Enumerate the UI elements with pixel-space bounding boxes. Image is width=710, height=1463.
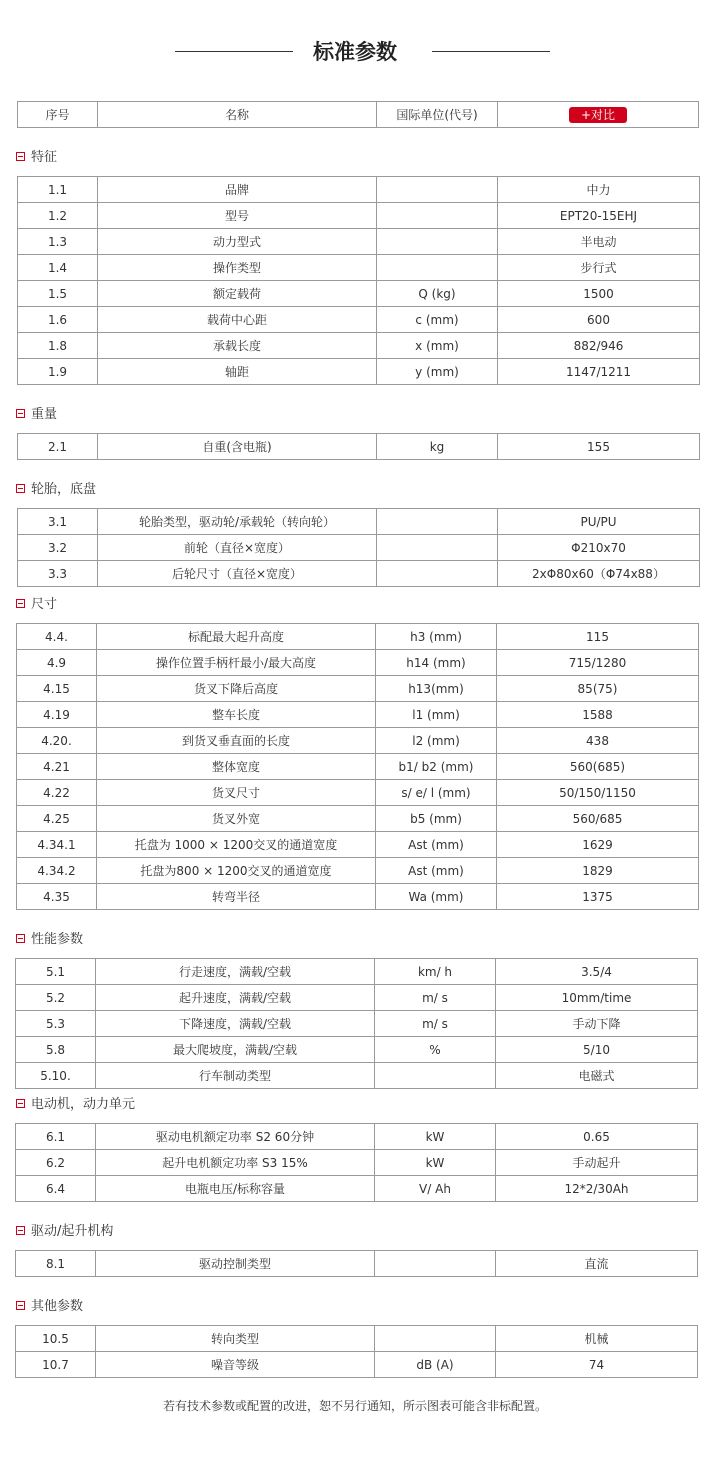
- row-value: EPT20-15EHJ: [498, 203, 700, 229]
- section-title: 重量: [31, 407, 58, 422]
- row-unit: [377, 561, 498, 587]
- row-value: 中力: [498, 177, 700, 203]
- row-value: 机械: [496, 1326, 698, 1352]
- table-row: [16, 1124, 698, 1150]
- row-name: 后轮尺寸（直径×宽度）: [98, 561, 377, 587]
- row-name: 起升速度，满载/空载: [96, 985, 375, 1011]
- table-row: [16, 1063, 698, 1089]
- section-title: 驱动/起升机构: [31, 1224, 114, 1239]
- section-heading[interactable]: [16, 149, 57, 167]
- table-row: [17, 858, 699, 884]
- row-unit: h14 (mm): [376, 650, 497, 676]
- row-unit: kW: [375, 1150, 496, 1176]
- row-name: 起升电机额定功率 S3 15%: [96, 1150, 375, 1176]
- section-title: 尺寸: [31, 597, 58, 612]
- table-row: [18, 255, 700, 281]
- row-value: 半电动: [498, 229, 700, 255]
- row-no: 1.6: [18, 307, 98, 333]
- row-name: 载荷中心距: [98, 307, 377, 333]
- row-name: 托盘为800 × 1200交叉的通道宽度: [97, 858, 376, 884]
- row-unit: [375, 1251, 496, 1277]
- row-value: 1829: [497, 858, 699, 884]
- row-no: 4.25: [17, 806, 97, 832]
- row-no: 4.19: [17, 702, 97, 728]
- row-name: 托盘为 1000 × 1200交叉的通道宽度: [97, 832, 376, 858]
- table-row: [16, 1251, 698, 1277]
- row-unit: h3 (mm): [376, 624, 497, 650]
- row-name: 噪音等级: [96, 1352, 375, 1378]
- table-row: [18, 359, 700, 385]
- table-row: [18, 203, 700, 229]
- section-heading[interactable]: [16, 596, 57, 614]
- row-name: 品牌: [98, 177, 377, 203]
- row-name: 下降速度，满载/空载: [96, 1011, 375, 1037]
- row-value: 步行式: [498, 255, 700, 281]
- row-unit: h13(mm): [376, 676, 497, 702]
- row-value: 2xΦ80x60（Φ74x88）: [498, 561, 700, 587]
- row-value: 1375: [497, 884, 699, 910]
- spec-table: [17, 176, 700, 385]
- row-unit: [377, 255, 498, 281]
- table-row: [17, 780, 699, 806]
- row-name: 自重(含电瓶): [98, 434, 377, 460]
- row-value: 1588: [497, 702, 699, 728]
- table-row: [18, 509, 700, 535]
- row-no: 1.1: [18, 177, 98, 203]
- row-unit: Wa (mm): [376, 884, 497, 910]
- table-row: [18, 229, 700, 255]
- table-row: [18, 177, 700, 203]
- row-name: 货叉下降后高度: [97, 676, 376, 702]
- row-name: 整体宽度: [97, 754, 376, 780]
- row-name: 驱动控制类型: [96, 1251, 375, 1277]
- row-no: 1.2: [18, 203, 98, 229]
- row-value: 10mm/time: [496, 985, 698, 1011]
- row-unit: [377, 509, 498, 535]
- header-no: 序号: [18, 102, 98, 128]
- table-row: [18, 561, 700, 587]
- table-row: [16, 1011, 698, 1037]
- table-row: [17, 650, 699, 676]
- row-value: 0.65: [496, 1124, 698, 1150]
- row-name: 转弯半径: [97, 884, 376, 910]
- row-name: 轮胎类型，驱动轮/承载轮（转向轮）: [98, 509, 377, 535]
- table-row: [17, 624, 699, 650]
- row-name: 行车制动类型: [96, 1063, 375, 1089]
- table-row: [17, 806, 699, 832]
- table-row: [16, 1326, 698, 1352]
- section-title: 轮胎，底盘: [31, 482, 97, 497]
- row-value: 155: [498, 434, 700, 460]
- row-unit: x (mm): [377, 333, 498, 359]
- row-value: 手动起升: [496, 1150, 698, 1176]
- row-name: 货叉尺寸: [97, 780, 376, 806]
- row-unit: %: [375, 1037, 496, 1063]
- row-unit: c (mm): [377, 307, 498, 333]
- collapse-icon[interactable]: [16, 1226, 25, 1235]
- row-no: 5.2: [16, 985, 96, 1011]
- table-row: [18, 281, 700, 307]
- row-name: 承载长度: [98, 333, 377, 359]
- section-heading[interactable]: [16, 931, 83, 949]
- row-unit: [377, 229, 498, 255]
- section-heading[interactable]: [16, 406, 57, 424]
- row-no: 6.1: [16, 1124, 96, 1150]
- row-unit: b1/ b2 (mm): [376, 754, 497, 780]
- row-value: 1147/1211: [498, 359, 700, 385]
- row-name: 整车长度: [97, 702, 376, 728]
- row-no: 4.22: [17, 780, 97, 806]
- collapse-icon[interactable]: [16, 152, 25, 161]
- table-row: [16, 959, 698, 985]
- table-row: [18, 333, 700, 359]
- spec-table: [16, 623, 699, 910]
- table-row: [17, 702, 699, 728]
- table-row: [16, 1150, 698, 1176]
- row-value: 12*2/30Ah: [496, 1176, 698, 1202]
- row-no: 4.15: [17, 676, 97, 702]
- row-no: 1.9: [18, 359, 98, 385]
- footnote: 若有技术参数或配置的改进，恕不另行通知，所示图表可能含非标配置。: [162, 1399, 547, 1413]
- row-no: 5.10.: [16, 1063, 96, 1089]
- collapse-icon[interactable]: [16, 409, 25, 418]
- row-no: 1.3: [18, 229, 98, 255]
- header-row: [18, 102, 699, 128]
- row-unit: [377, 535, 498, 561]
- row-no: 5.8: [16, 1037, 96, 1063]
- spec-table: [17, 508, 700, 587]
- row-no: 10.5: [16, 1326, 96, 1352]
- collapse-icon[interactable]: [16, 1099, 25, 1108]
- section-heading[interactable]: [16, 1223, 113, 1241]
- row-unit: m/ s: [375, 985, 496, 1011]
- row-value: 直流: [496, 1251, 698, 1277]
- header-compare-cell: [498, 102, 699, 128]
- row-unit: Ast (mm): [376, 832, 497, 858]
- row-value: 560/685: [497, 806, 699, 832]
- row-no: 4.34.2: [17, 858, 97, 884]
- row-unit: km/ h: [375, 959, 496, 985]
- page-title-block: [0, 38, 710, 68]
- table-row: [16, 1176, 698, 1202]
- row-name: 最大爬坡度，满载/空载: [96, 1037, 375, 1063]
- row-value: 1629: [497, 832, 699, 858]
- row-value: 74: [496, 1352, 698, 1378]
- row-unit: Q (kg): [377, 281, 498, 307]
- row-unit: s/ e/ l (mm): [376, 780, 497, 806]
- row-unit: [375, 1063, 496, 1089]
- section-title: 性能参数: [31, 932, 84, 947]
- row-no: 4.9: [17, 650, 97, 676]
- row-no: 3.1: [18, 509, 98, 535]
- table-row: [16, 1352, 698, 1378]
- header-table: [17, 101, 699, 128]
- row-unit: [377, 177, 498, 203]
- row-no: 4.4.: [17, 624, 97, 650]
- row-value: 600: [498, 307, 700, 333]
- row-value: PU/PU: [498, 509, 700, 535]
- row-name: 行走速度，满载/空载: [96, 959, 375, 985]
- row-value: 882/946: [498, 333, 700, 359]
- row-name: 操作类型: [98, 255, 377, 281]
- row-value: 1500: [498, 281, 700, 307]
- row-name: 操作位置手柄杆最小/最大高度: [97, 650, 376, 676]
- spec-table: [15, 958, 698, 1089]
- row-name: 电瓶电压/标称容量: [96, 1176, 375, 1202]
- table-row: [16, 985, 698, 1011]
- header-name: 名称: [98, 102, 377, 128]
- row-no: 10.7: [16, 1352, 96, 1378]
- section-title: 电动机，动力单元: [31, 1097, 136, 1112]
- collapse-icon[interactable]: [16, 599, 25, 608]
- row-unit: y (mm): [377, 359, 498, 385]
- row-name: 额定载荷: [98, 281, 377, 307]
- table-row: [18, 535, 700, 561]
- spec-table: [17, 433, 700, 460]
- row-value: 50/150/1150: [497, 780, 699, 806]
- row-unit: b5 (mm): [376, 806, 497, 832]
- row-unit: l2 (mm): [376, 728, 497, 754]
- row-value: 560(685): [497, 754, 699, 780]
- row-value: 手动下降: [496, 1011, 698, 1037]
- row-name: 动力型式: [98, 229, 377, 255]
- table-row: [16, 1037, 698, 1063]
- row-name: 驱动电机额定功率 S2 60分钟: [96, 1124, 375, 1150]
- table-row: [17, 676, 699, 702]
- row-no: 5.3: [16, 1011, 96, 1037]
- row-value: Φ210x70: [498, 535, 700, 561]
- row-name: 型号: [98, 203, 377, 229]
- row-no: 2.1: [18, 434, 98, 460]
- row-no: 4.34.1: [17, 832, 97, 858]
- header-unit: 国际单位(代号): [377, 102, 498, 128]
- section-title: 其他参数: [31, 1299, 84, 1314]
- row-no: 4.20.: [17, 728, 97, 754]
- table-row: [18, 307, 700, 333]
- spec-table: [15, 1250, 698, 1277]
- row-no: 5.1: [16, 959, 96, 985]
- row-no: 6.2: [16, 1150, 96, 1176]
- row-name: 到货叉垂直面的长度: [97, 728, 376, 754]
- row-no: 4.21: [17, 754, 97, 780]
- spec-table: [15, 1325, 698, 1378]
- spec-table: [15, 1123, 698, 1202]
- row-unit: [377, 203, 498, 229]
- row-value: 115: [497, 624, 699, 650]
- table-row: [17, 754, 699, 780]
- compare-button[interactable]: +对比: [569, 107, 627, 123]
- row-no: 4.35: [17, 884, 97, 910]
- row-no: 3.3: [18, 561, 98, 587]
- row-no: 3.2: [18, 535, 98, 561]
- row-value: 85(75): [497, 676, 699, 702]
- row-no: 8.1: [16, 1251, 96, 1277]
- collapse-icon[interactable]: [16, 1301, 25, 1310]
- row-no: 1.8: [18, 333, 98, 359]
- row-no: 1.5: [18, 281, 98, 307]
- row-name: 前轮（直径×宽度）: [98, 535, 377, 561]
- section-title: 特征: [31, 150, 58, 165]
- row-name: 货叉外宽: [97, 806, 376, 832]
- collapse-icon[interactable]: [16, 484, 25, 493]
- row-unit: kg: [377, 434, 498, 460]
- table-row: [17, 832, 699, 858]
- row-name: 标配最大起升高度: [97, 624, 376, 650]
- row-unit: l1 (mm): [376, 702, 497, 728]
- page-title: 标准参数: [313, 40, 397, 64]
- table-row: [17, 884, 699, 910]
- row-unit: m/ s: [375, 1011, 496, 1037]
- row-unit: kW: [375, 1124, 496, 1150]
- row-unit: dB (A): [375, 1352, 496, 1378]
- section-heading[interactable]: [16, 1096, 135, 1114]
- row-no: 1.4: [18, 255, 98, 281]
- row-value: 电磁式: [496, 1063, 698, 1089]
- section-heading[interactable]: [16, 481, 96, 499]
- row-unit: [375, 1326, 496, 1352]
- title-divider-right: [432, 51, 550, 52]
- table-row: [18, 434, 700, 460]
- row-value: 5/10: [496, 1037, 698, 1063]
- row-value: 438: [497, 728, 699, 754]
- row-value: 715/1280: [497, 650, 699, 676]
- section-heading[interactable]: [16, 1298, 83, 1316]
- row-value: 3.5/4: [496, 959, 698, 985]
- row-name: 转向类型: [96, 1326, 375, 1352]
- row-no: 6.4: [16, 1176, 96, 1202]
- collapse-icon[interactable]: [16, 934, 25, 943]
- row-unit: Ast (mm): [376, 858, 497, 884]
- row-name: 轴距: [98, 359, 377, 385]
- row-unit: V/ Ah: [375, 1176, 496, 1202]
- table-row: [17, 728, 699, 754]
